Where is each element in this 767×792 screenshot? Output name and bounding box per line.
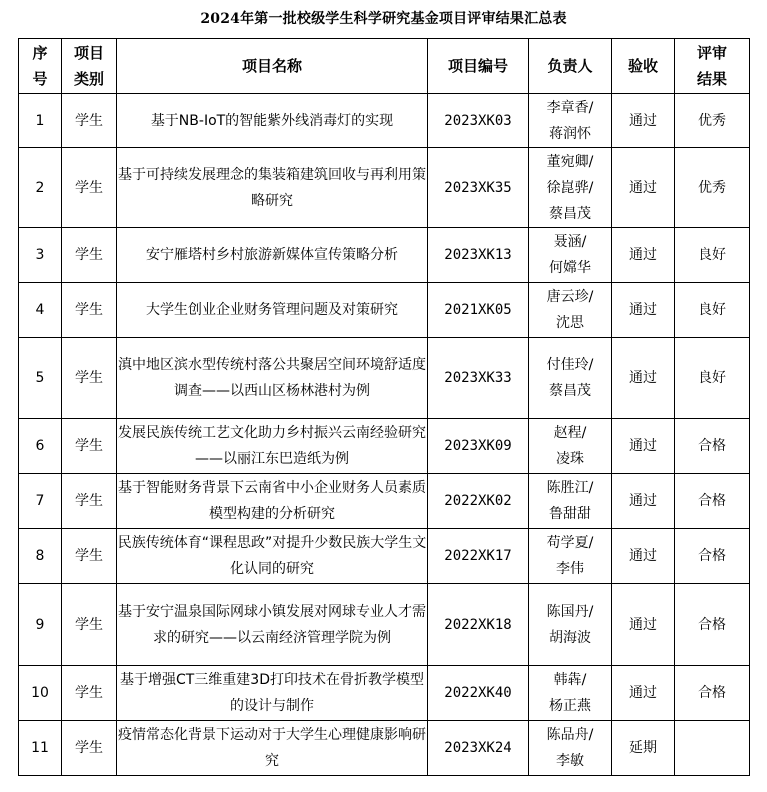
cell-category: 学生	[62, 584, 117, 666]
cell-acceptance: 通过	[612, 148, 675, 228]
cell-result: 合格	[675, 666, 750, 721]
table-row	[19, 94, 750, 148]
leader-name: 赵程/	[553, 425, 587, 441]
cell-acceptance: 通过	[612, 94, 675, 148]
cell-category: 学生	[62, 529, 117, 584]
cell-project-name: 滇中地区滨水型传统村落公共聚居空间环境舒适度调查——以西山区杨林港村为例	[117, 338, 428, 419]
cell-result: 合格	[675, 529, 750, 584]
leader-name: 韩犇/	[553, 672, 587, 688]
header-acceptance: 验收	[612, 39, 675, 94]
cell-category: 学生	[62, 283, 117, 338]
cell-acceptance: 通过	[612, 666, 675, 721]
leader-name: 陈品舟/	[546, 727, 594, 743]
header-name: 项目名称	[117, 39, 428, 94]
cell-seq: 9	[19, 584, 62, 666]
leader-name: 蒋润怀	[549, 125, 591, 142]
cell-seq: 10	[19, 666, 62, 721]
cell-result: 合格	[675, 474, 750, 529]
cell-project-code: 2022XK40	[428, 666, 529, 721]
cell-project-name: 基于NB-IoT的智能紫外线消毒灯的实现	[117, 94, 428, 148]
cell-leader	[529, 529, 612, 584]
table-body	[19, 94, 750, 776]
cell-leader	[529, 419, 612, 474]
table-row	[19, 529, 750, 584]
cell-project-code: 2023XK24	[428, 721, 529, 776]
cell-seq: 6	[19, 419, 62, 474]
cell-project-code: 2021XK05	[428, 283, 529, 338]
cell-project-code: 2023XK35	[428, 148, 529, 228]
leader-name: 胡海波	[549, 629, 591, 646]
cell-acceptance: 通过	[612, 529, 675, 584]
cell-project-name: 安宁雁塔村乡村旅游新媒体宣传策略分析	[117, 228, 428, 283]
cell-acceptance: 通过	[612, 584, 675, 666]
cell-category: 学生	[62, 666, 117, 721]
cell-seq: 2	[19, 148, 62, 228]
cell-result: 优秀	[675, 148, 750, 228]
leader-name: 陈国丹/	[546, 603, 594, 620]
cell-acceptance: 通过	[612, 283, 675, 338]
header-seq: 序 号	[19, 39, 62, 94]
leader-name: 凌珠	[556, 451, 584, 467]
leader-name: 唐云珍/	[546, 289, 594, 305]
table-row	[19, 283, 750, 338]
cell-leader	[529, 666, 612, 721]
cell-category: 学生	[62, 148, 117, 228]
table-row	[19, 666, 750, 721]
cell-leader	[529, 94, 612, 148]
cell-result: 合格	[675, 419, 750, 474]
leader-name: 鲁甜甜	[549, 506, 591, 522]
header-row	[19, 39, 750, 94]
cell-leader	[529, 148, 612, 228]
cell-category: 学生	[62, 338, 117, 419]
cell-seq: 5	[19, 338, 62, 419]
leader-name: 李章香/	[546, 99, 594, 116]
cell-category: 学生	[62, 94, 117, 148]
table-row	[19, 148, 750, 228]
cell-project-name: 基于智能财务背景下云南省中小企业财务人员素质模型构建的分析研究	[117, 474, 428, 529]
cell-result: 良好	[675, 228, 750, 283]
cell-leader	[529, 338, 612, 419]
leader-name: 董宛卿/	[546, 153, 594, 170]
results-table	[18, 38, 750, 776]
table-row	[19, 721, 750, 776]
cell-leader	[529, 283, 612, 338]
table-row	[19, 474, 750, 529]
cell-project-code: 2023XK03	[428, 94, 529, 148]
cell-project-code: 2023XK33	[428, 338, 529, 419]
cell-acceptance: 通过	[612, 228, 675, 283]
header-code: 项目编号	[428, 39, 529, 94]
cell-result: 优秀	[675, 94, 750, 148]
cell-result: 良好	[675, 283, 750, 338]
cell-project-code: 2023XK13	[428, 228, 529, 283]
leader-name: 杨正燕	[549, 698, 591, 714]
leader-name: 付佳玲/	[546, 357, 594, 373]
leader-name: 陈胜江/	[546, 480, 594, 496]
cell-leader	[529, 584, 612, 666]
cell-acceptance: 延期	[612, 721, 675, 776]
leader-name: 何嫦华	[549, 260, 591, 276]
cell-seq: 7	[19, 474, 62, 529]
cell-leader	[529, 474, 612, 529]
cell-project-name: 基于可持续发展理念的集装箱建筑回收与再利用策略研究	[117, 148, 428, 228]
table-row	[19, 419, 750, 474]
header-category: 项目 类别	[62, 39, 117, 94]
leader-name: 李伟	[556, 561, 584, 577]
cell-project-name: 基于增强CT三维重建3D打印技术在骨折教学模型的设计与制作	[117, 666, 428, 721]
cell-project-code: 2022XK18	[428, 584, 529, 666]
table-row	[19, 338, 750, 419]
cell-project-name: 发展民族传统工艺文化助力乡村振兴云南经验研究——以丽江东巴造纸为例	[117, 419, 428, 474]
cell-seq: 3	[19, 228, 62, 283]
cell-project-name: 基于安宁温泉国际网球小镇发展对网球专业人才需求的研究——以云南经济管理学院为例	[117, 584, 428, 666]
cell-project-code: 2023XK09	[428, 419, 529, 474]
table-row	[19, 584, 750, 666]
cell-result	[675, 721, 750, 776]
leader-name: 沈思	[556, 315, 584, 331]
leader-name: 徐崑骅/	[546, 179, 594, 196]
leader-name: 蔡昌茂	[549, 383, 591, 399]
cell-category: 学生	[62, 721, 117, 776]
cell-category: 学生	[62, 474, 117, 529]
cell-seq: 8	[19, 529, 62, 584]
cell-leader	[529, 228, 612, 283]
cell-result: 合格	[675, 584, 750, 666]
cell-project-name: 大学生创业企业财务管理问题及对策研究	[117, 283, 428, 338]
header-result: 评审 结果	[675, 39, 750, 94]
cell-leader	[529, 721, 612, 776]
table-row	[19, 228, 750, 283]
cell-acceptance: 通过	[612, 474, 675, 529]
cell-project-name: 民族传统体育“课程思政”对提升少数民族大学生文化认同的研究	[117, 529, 428, 584]
cell-seq: 1	[19, 94, 62, 148]
page-title: 2024年第一批校级学生科学研究基金项目评审结果汇总表	[200, 11, 567, 27]
cell-category: 学生	[62, 228, 117, 283]
cell-acceptance: 通过	[612, 338, 675, 419]
cell-project-code: 2022XK17	[428, 529, 529, 584]
leader-name: 聂涵/	[553, 234, 587, 250]
leader-name: 苟学夏/	[546, 535, 594, 551]
cell-category: 学生	[62, 419, 117, 474]
cell-seq: 11	[19, 721, 62, 776]
header-leader: 负责人	[529, 39, 612, 94]
cell-acceptance: 通过	[612, 419, 675, 474]
cell-seq: 4	[19, 283, 62, 338]
cell-project-name: 疫情常态化背景下运动对于大学生心理健康影响研究	[117, 721, 428, 776]
cell-project-code: 2022XK02	[428, 474, 529, 529]
cell-result: 良好	[675, 338, 750, 419]
leader-name: 李敏	[556, 753, 584, 769]
leader-name: 蔡昌茂	[549, 205, 591, 222]
